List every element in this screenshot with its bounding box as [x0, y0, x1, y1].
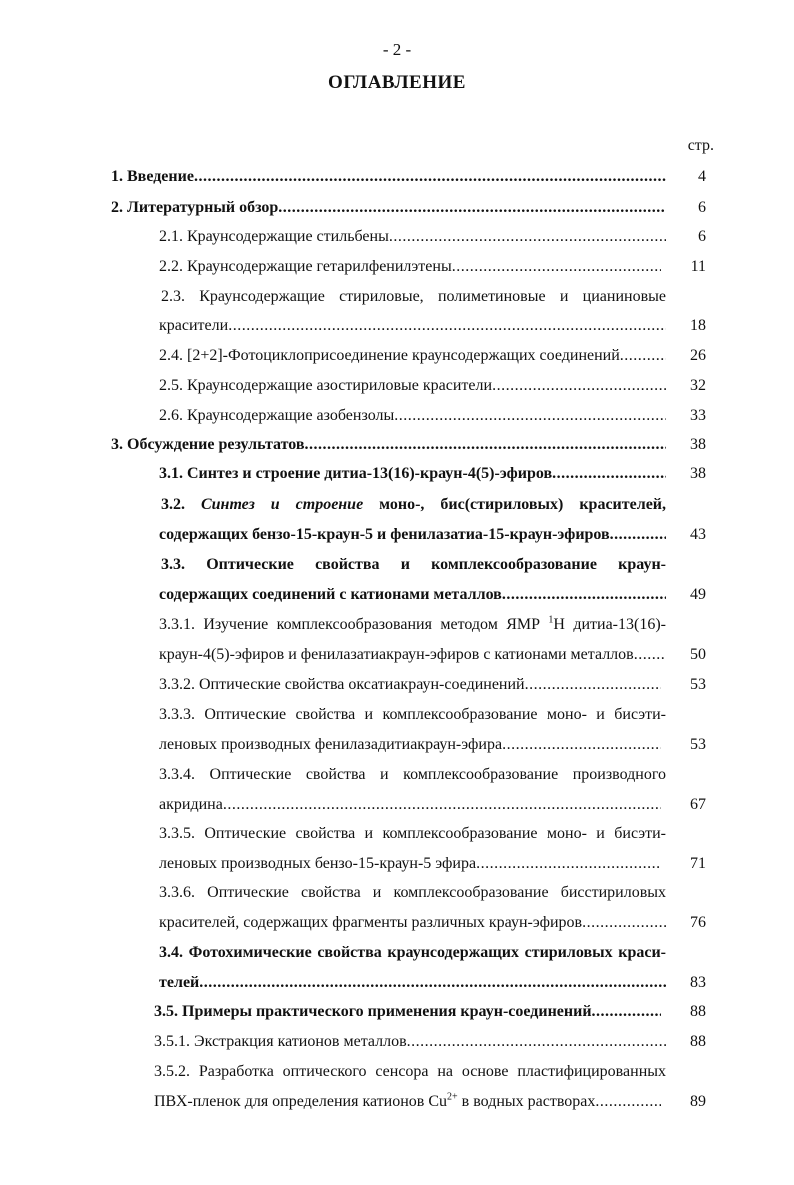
toc-entry-text: содержащих соединений с катионами металлов [159, 586, 502, 603]
toc-entry-page: 11 [690, 258, 706, 275]
toc-entry-text [154, 1091, 595, 1113]
line-text: ПВХ-пленок для определения катионов Cu [154, 1093, 448, 1110]
toc-entry-3-3-5[interactable] [159, 853, 661, 875]
line-text: 3.3.1. Изучение комплексообразования методом ЯМР [159, 616, 549, 633]
toc-entry-text: телей [159, 974, 200, 991]
toc-entry-text: красители [159, 317, 229, 334]
emphasis-text: Синтез и строение [200, 496, 364, 513]
toc-entry-text: 3. Обсуждение результатов [111, 436, 305, 453]
toc-entry-3-3-1-line1[interactable] [159, 614, 666, 636]
leader-dots [407, 1031, 666, 1053]
toc-entry-page: 32 [690, 377, 706, 394]
leader-dots [223, 794, 661, 816]
leader-dots [199, 972, 666, 994]
toc-entry-page: 88 [690, 1003, 706, 1020]
toc-entry-3-5-2-line1[interactable]: 3.5.2. Разработка оптического сенсора на основе пластифицированных [154, 1063, 666, 1080]
toc-entry-3-3-3-line1[interactable]: 3.3.3. Оптические свойства и комплексообразование моно- и бисэти- [159, 706, 666, 723]
toc-entry-3-5-1[interactable] [154, 1031, 666, 1053]
toc-entry-3-3-line1[interactable]: 3.3. Оптические свойства и комплексообразование краун- [161, 556, 666, 573]
leader-dots [476, 853, 661, 875]
page-number: - 2 - [382, 40, 412, 59]
leader-dots [595, 1091, 661, 1113]
toc-entry-page: 38 [690, 436, 706, 453]
leader-dots [592, 1001, 661, 1023]
toc-entry-2-3[interactable] [159, 315, 666, 337]
leader-dots [305, 434, 666, 456]
toc-entry-page: 33 [690, 407, 706, 424]
toc-entry-3-3-3[interactable] [159, 734, 661, 756]
toc-entry-3-2-line1[interactable] [161, 494, 666, 516]
toc-entry-text: 2.2. Краунсодержащие гетарилфенилэтены [159, 258, 452, 275]
toc-entry-text: 3.5. Примеры практического применения краун-соединений [154, 1003, 592, 1020]
toc-entry-3-3-2[interactable] [159, 674, 661, 696]
leader-dots [452, 256, 661, 278]
toc-entry-text: леновых производных фенилазадитиакраун-эфира [159, 736, 503, 753]
line-rest: моно-, бис(стириловых) красителей, [379, 496, 667, 513]
toc-entry-text: 2.4. [2+2]-Фотоциклоприсоединение краунсодержащих соединений [159, 347, 620, 364]
toc-entry-page: 71 [690, 855, 706, 872]
toc-entry-text: леновых производных бензо-15-краун-5 эфира [159, 855, 477, 872]
line-text: в водных растворах [457, 1093, 596, 1110]
leader-dots [502, 734, 661, 756]
toc-entry-page: 76 [690, 914, 706, 931]
leader-dots [492, 375, 666, 397]
toc-entry-page: 26 [690, 347, 706, 364]
toc-entry-2-3-line1[interactable]: 2.3. Краунсодержащие стириловые, полиметиновые и цианиновые [161, 288, 666, 305]
toc-entry-page: 18 [690, 317, 706, 334]
toc-entry-page: 43 [690, 526, 706, 543]
toc-entry-page: 50 [690, 646, 706, 663]
toc-entry-3-3[interactable] [159, 584, 666, 606]
toc-entry-page: 49 [690, 586, 706, 603]
toc-entry-page: 53 [690, 676, 706, 693]
toc-entry-3-3-4[interactable] [159, 794, 661, 816]
toc-entry-3-2[interactable] [159, 524, 666, 546]
line-text: Н дитиа-13(16)- [553, 616, 666, 633]
toc-entry-text: 3.5.1. Экстракция катионов металлов [154, 1033, 407, 1050]
toc-entry-3-4[interactable] [159, 972, 666, 994]
leader-dots [228, 315, 666, 337]
leader-dots [389, 226, 666, 248]
toc-entry-text: акридина [159, 796, 223, 813]
toc-entry-2-6[interactable] [159, 405, 666, 427]
toc-entry-text: 1. Введение [111, 168, 194, 185]
toc-entry-text: 2. Литературный обзор [111, 199, 279, 216]
toc-entry-text: красителей, содержащих фрагменты различных краун-эфиров [159, 914, 583, 931]
toc-entry-text: 2.1. Краунсодержащие стильбены [159, 228, 389, 245]
toc-entry-3[interactable] [111, 434, 666, 456]
toc-entry-3-5-2[interactable] [154, 1091, 661, 1113]
toc-entry-page: 89 [690, 1093, 706, 1110]
superscript: 2+ [447, 1091, 458, 1103]
toc-entry-2-4[interactable] [159, 345, 666, 367]
toc-entry-page: 67 [690, 796, 706, 813]
toc-entry-3-3-6[interactable] [159, 912, 666, 934]
toc-entry-2-2[interactable] [159, 256, 661, 278]
toc-entry-2-5[interactable] [159, 375, 666, 397]
toc-entry-1[interactable] [111, 166, 666, 188]
toc-entry-3-5[interactable] [154, 1001, 661, 1023]
leader-dots [502, 584, 666, 606]
page-column-header: стр. [687, 137, 714, 154]
leader-dots [394, 405, 666, 427]
toc-entry-3-3-4-line1[interactable]: 3.3.4. Оптические свойства и комплексообразование производного [159, 766, 666, 783]
toc-entry-page: 38 [690, 465, 706, 482]
superscript: 1 [548, 614, 554, 626]
toc-entry-3-3-1[interactable] [159, 644, 666, 666]
leader-dots [278, 197, 666, 219]
toc-entry-text: содержащих бензо-15-краун-5 и фенилазатиа-15-краун-эфиров [159, 526, 610, 543]
toc-entry-text: 3.1. Синтез и строение дитиа-13(16)-краун-4(5)-эфиров [159, 465, 553, 482]
toc-entry-page: 4 [698, 168, 706, 185]
toc-entry-text: 3.3.2. Оптические свойства оксатиакраун-соединений [159, 676, 525, 693]
toc-entry-3-4-line1[interactable]: 3.4. Фотохимические свойства краунсодержащих стириловых краси- [159, 944, 666, 961]
toc-entry-page: 6 [698, 199, 706, 216]
toc-entry-3-1[interactable] [159, 463, 666, 485]
leader-dots [582, 912, 666, 934]
toc-entry-page: 6 [698, 228, 706, 245]
toc-entry-3-3-5-line1[interactable]: 3.3.5. Оптические свойства и комплексообразование моно- и бисэти- [159, 825, 666, 842]
leader-dots [525, 674, 661, 696]
toc-entry-text: краун-4(5)-эфиров и фенилазатиакраун-эфиров с катионами металлов [159, 646, 634, 663]
toc-entry-page: 88 [690, 1033, 706, 1050]
leader-dots [552, 463, 666, 485]
toc-entry-page: 83 [690, 974, 706, 991]
toc-entry-3-3-6-line1[interactable]: 3.3.6. Оптические свойства и комплексообразование бисстириловых [159, 884, 666, 901]
section-number: 3.2. [161, 496, 185, 513]
toc-entry-2[interactable] [111, 197, 666, 219]
toc-entry-text: 2.5. Краунсодержащие азостириловые красители [159, 377, 493, 394]
leader-dots [194, 166, 666, 188]
page-title: ОГЛАВЛЕНИЕ [328, 72, 466, 93]
toc-entry-2-1[interactable] [159, 226, 666, 248]
leader-dots [610, 524, 666, 546]
toc-entry-page: 53 [690, 736, 706, 753]
toc-entry-text: 2.6. Краунсодержащие азобензолы [159, 407, 395, 424]
